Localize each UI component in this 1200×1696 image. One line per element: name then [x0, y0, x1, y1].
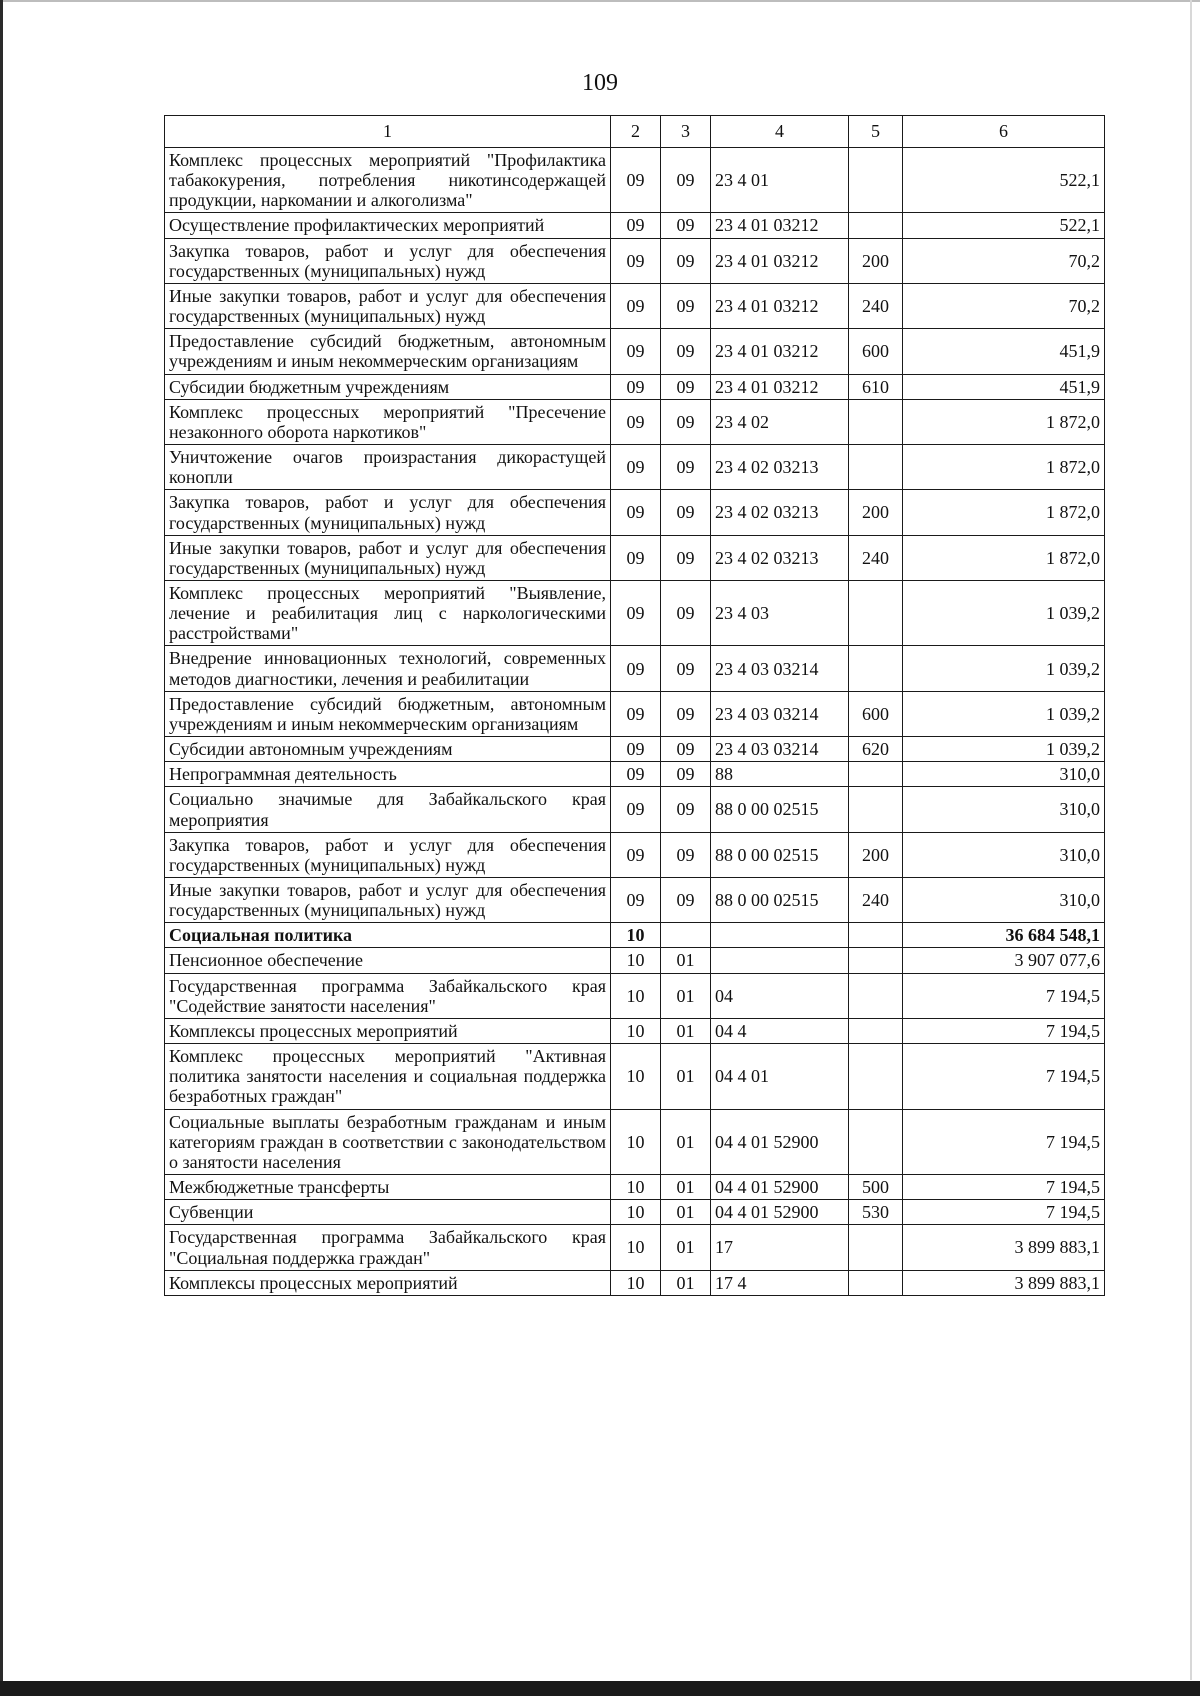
table-row: [165, 1175, 1105, 1200]
cell-section: 10: [611, 1270, 661, 1295]
cell-target-item: 88 0 00 02515: [711, 878, 849, 923]
budget-table: [164, 115, 1105, 1296]
cell-section: 10: [611, 1109, 661, 1174]
table-row: [165, 948, 1105, 973]
cell-subsection: 09: [661, 399, 711, 444]
cell-name: Закупка товаров, работ и услуг для обеспечения государственных (муниципальных) нужд: [165, 238, 611, 283]
header-col-expense-type: 5: [849, 116, 903, 148]
cell-name: Межбюджетные трансферты: [165, 1175, 611, 1200]
cell-name: Иные закупки товаров, работ и услуг для обеспечения государственных (муниципальных) нужд: [165, 878, 611, 923]
cell-amount: 7 194,5: [903, 1109, 1105, 1174]
cell-target-item: 23 4 01 03212: [711, 329, 849, 374]
cell-subsection: 01: [661, 1200, 711, 1225]
cell-expense-type: [849, 646, 903, 691]
table-row: [165, 646, 1105, 691]
cell-name: Уничтожение очагов произрастания дикорастущей конопли: [165, 445, 611, 490]
cell-subsection: [661, 923, 711, 948]
cell-amount: 310,0: [903, 787, 1105, 832]
cell-expense-type: 500: [849, 1175, 903, 1200]
cell-target-item: 23 4 01 03212: [711, 238, 849, 283]
table-body: [165, 148, 1105, 1296]
cell-expense-type: 240: [849, 535, 903, 580]
cell-target-item: 17: [711, 1225, 849, 1270]
cell-section: 10: [611, 1044, 661, 1109]
cell-target-item: 23 4 02 03213: [711, 445, 849, 490]
cell-section: 10: [611, 1200, 661, 1225]
cell-expense-type: [849, 1018, 903, 1043]
cell-name: Субсидии автономным учреждениям: [165, 737, 611, 762]
cell-section: 09: [611, 878, 661, 923]
cell-subsection: 09: [661, 832, 711, 877]
cell-amount: 310,0: [903, 878, 1105, 923]
table-row: [165, 1225, 1105, 1270]
cell-subsection: 09: [661, 283, 711, 328]
cell-name: Социальные выплаты безработным гражданам и иным категориям граждан в соответствии с законодательством о занятости населения: [165, 1109, 611, 1174]
cell-section: 10: [611, 1018, 661, 1043]
cell-amount: 7 194,5: [903, 1200, 1105, 1225]
table-row: [165, 399, 1105, 444]
cell-target-item: 23 4 01 03212: [711, 213, 849, 238]
table-row: [165, 1270, 1105, 1295]
cell-target-item: 88 0 00 02515: [711, 787, 849, 832]
cell-section: 10: [611, 973, 661, 1018]
cell-subsection: 01: [661, 948, 711, 973]
cell-section: 09: [611, 762, 661, 787]
cell-target-item: 23 4 03: [711, 580, 849, 645]
cell-target-item: 04 4 01: [711, 1044, 849, 1109]
table-row: [165, 490, 1105, 535]
cell-name: Осуществление профилактических мероприятий: [165, 213, 611, 238]
cell-target-item: 04 4 01 52900: [711, 1109, 849, 1174]
cell-amount: 451,9: [903, 374, 1105, 399]
cell-subsection: 09: [661, 445, 711, 490]
cell-subsection: 09: [661, 148, 711, 213]
cell-target-item: 04: [711, 973, 849, 1018]
cell-name: Субсидии бюджетным учреждениям: [165, 374, 611, 399]
cell-amount: 451,9: [903, 329, 1105, 374]
cell-amount: 7 194,5: [903, 1175, 1105, 1200]
cell-target-item: 04 4 01 52900: [711, 1175, 849, 1200]
cell-amount: 7 194,5: [903, 1044, 1105, 1109]
cell-amount: 3 907 077,6: [903, 948, 1105, 973]
cell-expense-type: 240: [849, 283, 903, 328]
cell-section: 09: [611, 399, 661, 444]
cell-target-item: 23 4 03 03214: [711, 737, 849, 762]
cell-expense-type: [849, 762, 903, 787]
table-row: [165, 923, 1105, 948]
cell-expense-type: [849, 1225, 903, 1270]
cell-target-item: [711, 948, 849, 973]
cell-amount: 1 872,0: [903, 399, 1105, 444]
cell-name: Закупка товаров, работ и услуг для обеспечения государственных (муниципальных) нужд: [165, 832, 611, 877]
cell-subsection: 09: [661, 691, 711, 736]
cell-name: Государственная программа Забайкальского края "Содействие занятости населения": [165, 973, 611, 1018]
cell-expense-type: [849, 213, 903, 238]
header-col-subsection: 3: [661, 116, 711, 148]
table-row: [165, 535, 1105, 580]
cell-section: 09: [611, 374, 661, 399]
table-header: [165, 116, 1105, 148]
cell-name: Комплекс процессных мероприятий "Выявление, лечение и реабилитация лиц с наркологическими расстройствами": [165, 580, 611, 645]
table-row: [165, 329, 1105, 374]
cell-subsection: 09: [661, 490, 711, 535]
cell-expense-type: [849, 1270, 903, 1295]
cell-subsection: 09: [661, 878, 711, 923]
cell-amount: 70,2: [903, 283, 1105, 328]
table-row: [165, 737, 1105, 762]
cell-amount: 1 872,0: [903, 490, 1105, 535]
cell-amount: 1 872,0: [903, 445, 1105, 490]
cell-name: Комплекс процессных мероприятий "Профилактика табакокурения, потребления никотинсодержащей продукции, наркомании и алкоголизма": [165, 148, 611, 213]
header-col-target-item: 4: [711, 116, 849, 148]
table-row: [165, 973, 1105, 1018]
cell-expense-type: [849, 1044, 903, 1109]
cell-amount: 70,2: [903, 238, 1105, 283]
cell-subsection: 09: [661, 646, 711, 691]
cell-expense-type: [849, 787, 903, 832]
table-row: [165, 445, 1105, 490]
cell-expense-type: 610: [849, 374, 903, 399]
cell-name: Социальная политика: [165, 923, 611, 948]
cell-section: 10: [611, 948, 661, 973]
cell-expense-type: [849, 580, 903, 645]
cell-subsection: 01: [661, 973, 711, 1018]
cell-name: Пенсионное обеспечение: [165, 948, 611, 973]
cell-section: 09: [611, 737, 661, 762]
cell-subsection: 01: [661, 1270, 711, 1295]
cell-section: 09: [611, 283, 661, 328]
table-row: [165, 238, 1105, 283]
cell-amount: 310,0: [903, 762, 1105, 787]
cell-amount: 1 039,2: [903, 691, 1105, 736]
table-row: [165, 580, 1105, 645]
cell-target-item: 23 4 03 03214: [711, 691, 849, 736]
header-col-section: 2: [611, 116, 661, 148]
cell-section: 10: [611, 1225, 661, 1270]
cell-section: 09: [611, 329, 661, 374]
scan-edge-top: [0, 0, 1200, 2]
table-row: [165, 787, 1105, 832]
cell-section: 09: [611, 490, 661, 535]
cell-expense-type: 200: [849, 490, 903, 535]
cell-name: Иные закупки товаров, работ и услуг для обеспечения государственных (муниципальных) нужд: [165, 535, 611, 580]
cell-target-item: 88: [711, 762, 849, 787]
cell-expense-type: 240: [849, 878, 903, 923]
cell-name: Внедрение инновационных технологий, современных методов диагностики, лечения и реабилитации: [165, 646, 611, 691]
cell-section: 09: [611, 646, 661, 691]
cell-expense-type: 600: [849, 691, 903, 736]
page-number: 109: [582, 70, 618, 96]
cell-amount: 3 899 883,1: [903, 1225, 1105, 1270]
cell-subsection: 01: [661, 1225, 711, 1270]
cell-subsection: 09: [661, 762, 711, 787]
header-row: [165, 116, 1105, 148]
cell-name: Непрограммная деятельность: [165, 762, 611, 787]
cell-name: Социально значимые для Забайкальского края мероприятия: [165, 787, 611, 832]
cell-expense-type: 600: [849, 329, 903, 374]
cell-section: 10: [611, 1175, 661, 1200]
cell-amount: 1 039,2: [903, 580, 1105, 645]
cell-subsection: 09: [661, 737, 711, 762]
table-row: [165, 374, 1105, 399]
cell-subsection: 09: [661, 580, 711, 645]
cell-amount: 1 039,2: [903, 737, 1105, 762]
cell-amount: 3 899 883,1: [903, 1270, 1105, 1295]
table-row: [165, 1200, 1105, 1225]
cell-target-item: 23 4 01 03212: [711, 374, 849, 399]
header-col-amount: 6: [903, 116, 1105, 148]
cell-amount: 522,1: [903, 148, 1105, 213]
cell-section: 09: [611, 832, 661, 877]
scan-edge-bottom: [0, 1681, 1200, 1696]
cell-expense-type: [849, 948, 903, 973]
cell-section: 09: [611, 535, 661, 580]
cell-target-item: 23 4 02 03213: [711, 535, 849, 580]
cell-name: Субвенции: [165, 1200, 611, 1225]
cell-expense-type: 620: [849, 737, 903, 762]
cell-expense-type: 530: [849, 1200, 903, 1225]
cell-name: Комплексы процессных мероприятий: [165, 1270, 611, 1295]
cell-expense-type: [849, 445, 903, 490]
cell-section: 09: [611, 580, 661, 645]
cell-expense-type: 200: [849, 832, 903, 877]
cell-expense-type: [849, 973, 903, 1018]
table-row: [165, 1109, 1105, 1174]
table-row: [165, 832, 1105, 877]
cell-amount: 36 684 548,1: [903, 923, 1105, 948]
cell-subsection: 09: [661, 787, 711, 832]
cell-target-item: 23 4 02 03213: [711, 490, 849, 535]
table-row: [165, 691, 1105, 736]
table-row: [165, 1018, 1105, 1043]
cell-section: 09: [611, 445, 661, 490]
cell-name: Иные закупки товаров, работ и услуг для обеспечения государственных (муниципальных) нужд: [165, 283, 611, 328]
cell-target-item: [711, 923, 849, 948]
cell-section: 09: [611, 787, 661, 832]
cell-name: Комплекс процессных мероприятий "Активная политика занятости населения и социальная поддержка безработных граждан": [165, 1044, 611, 1109]
table-row: [165, 878, 1105, 923]
cell-subsection: 09: [661, 535, 711, 580]
cell-expense-type: [849, 923, 903, 948]
cell-name: Комплексы процессных мероприятий: [165, 1018, 611, 1043]
cell-subsection: 09: [661, 238, 711, 283]
cell-name: Предоставление субсидий бюджетным, автономным учреждениям и иным некоммерческим организациям: [165, 329, 611, 374]
cell-target-item: 23 4 01 03212: [711, 283, 849, 328]
table-row: [165, 148, 1105, 213]
header-col-name: 1: [165, 116, 611, 148]
cell-amount: 310,0: [903, 832, 1105, 877]
table-row: [165, 213, 1105, 238]
cell-subsection: 01: [661, 1044, 711, 1109]
cell-name: Предоставление субсидий бюджетным, автономным учреждениям и иным некоммерческим организациям: [165, 691, 611, 736]
cell-name: Закупка товаров, работ и услуг для обеспечения государственных (муниципальных) нужд: [165, 490, 611, 535]
cell-section: 09: [611, 238, 661, 283]
table-row: [165, 1044, 1105, 1109]
cell-target-item: 04 4 01 52900: [711, 1200, 849, 1225]
cell-section: 10: [611, 923, 661, 948]
cell-subsection: 01: [661, 1175, 711, 1200]
cell-target-item: 17 4: [711, 1270, 849, 1295]
table-row: [165, 762, 1105, 787]
cell-expense-type: [849, 1109, 903, 1174]
cell-target-item: 23 4 02: [711, 399, 849, 444]
cell-target-item: 23 4 01: [711, 148, 849, 213]
cell-subsection: 09: [661, 329, 711, 374]
cell-amount: 7 194,5: [903, 1018, 1105, 1043]
cell-name: Государственная программа Забайкальского края "Социальная поддержка граждан": [165, 1225, 611, 1270]
cell-section: 09: [611, 691, 661, 736]
cell-amount: 1 872,0: [903, 535, 1105, 580]
cell-subsection: 01: [661, 1018, 711, 1043]
cell-amount: 522,1: [903, 213, 1105, 238]
cell-expense-type: [849, 148, 903, 213]
cell-target-item: 04 4: [711, 1018, 849, 1043]
cell-expense-type: 200: [849, 238, 903, 283]
cell-section: 09: [611, 148, 661, 213]
cell-name: Комплекс процессных мероприятий "Пресечение незаконного оборота наркотиков": [165, 399, 611, 444]
cell-subsection: 01: [661, 1109, 711, 1174]
cell-target-item: 23 4 03 03214: [711, 646, 849, 691]
cell-amount: 7 194,5: [903, 973, 1105, 1018]
cell-target-item: 88 0 00 02515: [711, 832, 849, 877]
cell-subsection: 09: [661, 213, 711, 238]
cell-section: 09: [611, 213, 661, 238]
scan-edge-right: [1190, 0, 1192, 1680]
cell-expense-type: [849, 399, 903, 444]
scan-edge-left: [0, 0, 3, 1696]
cell-amount: 1 039,2: [903, 646, 1105, 691]
cell-subsection: 09: [661, 374, 711, 399]
table-row: [165, 283, 1105, 328]
